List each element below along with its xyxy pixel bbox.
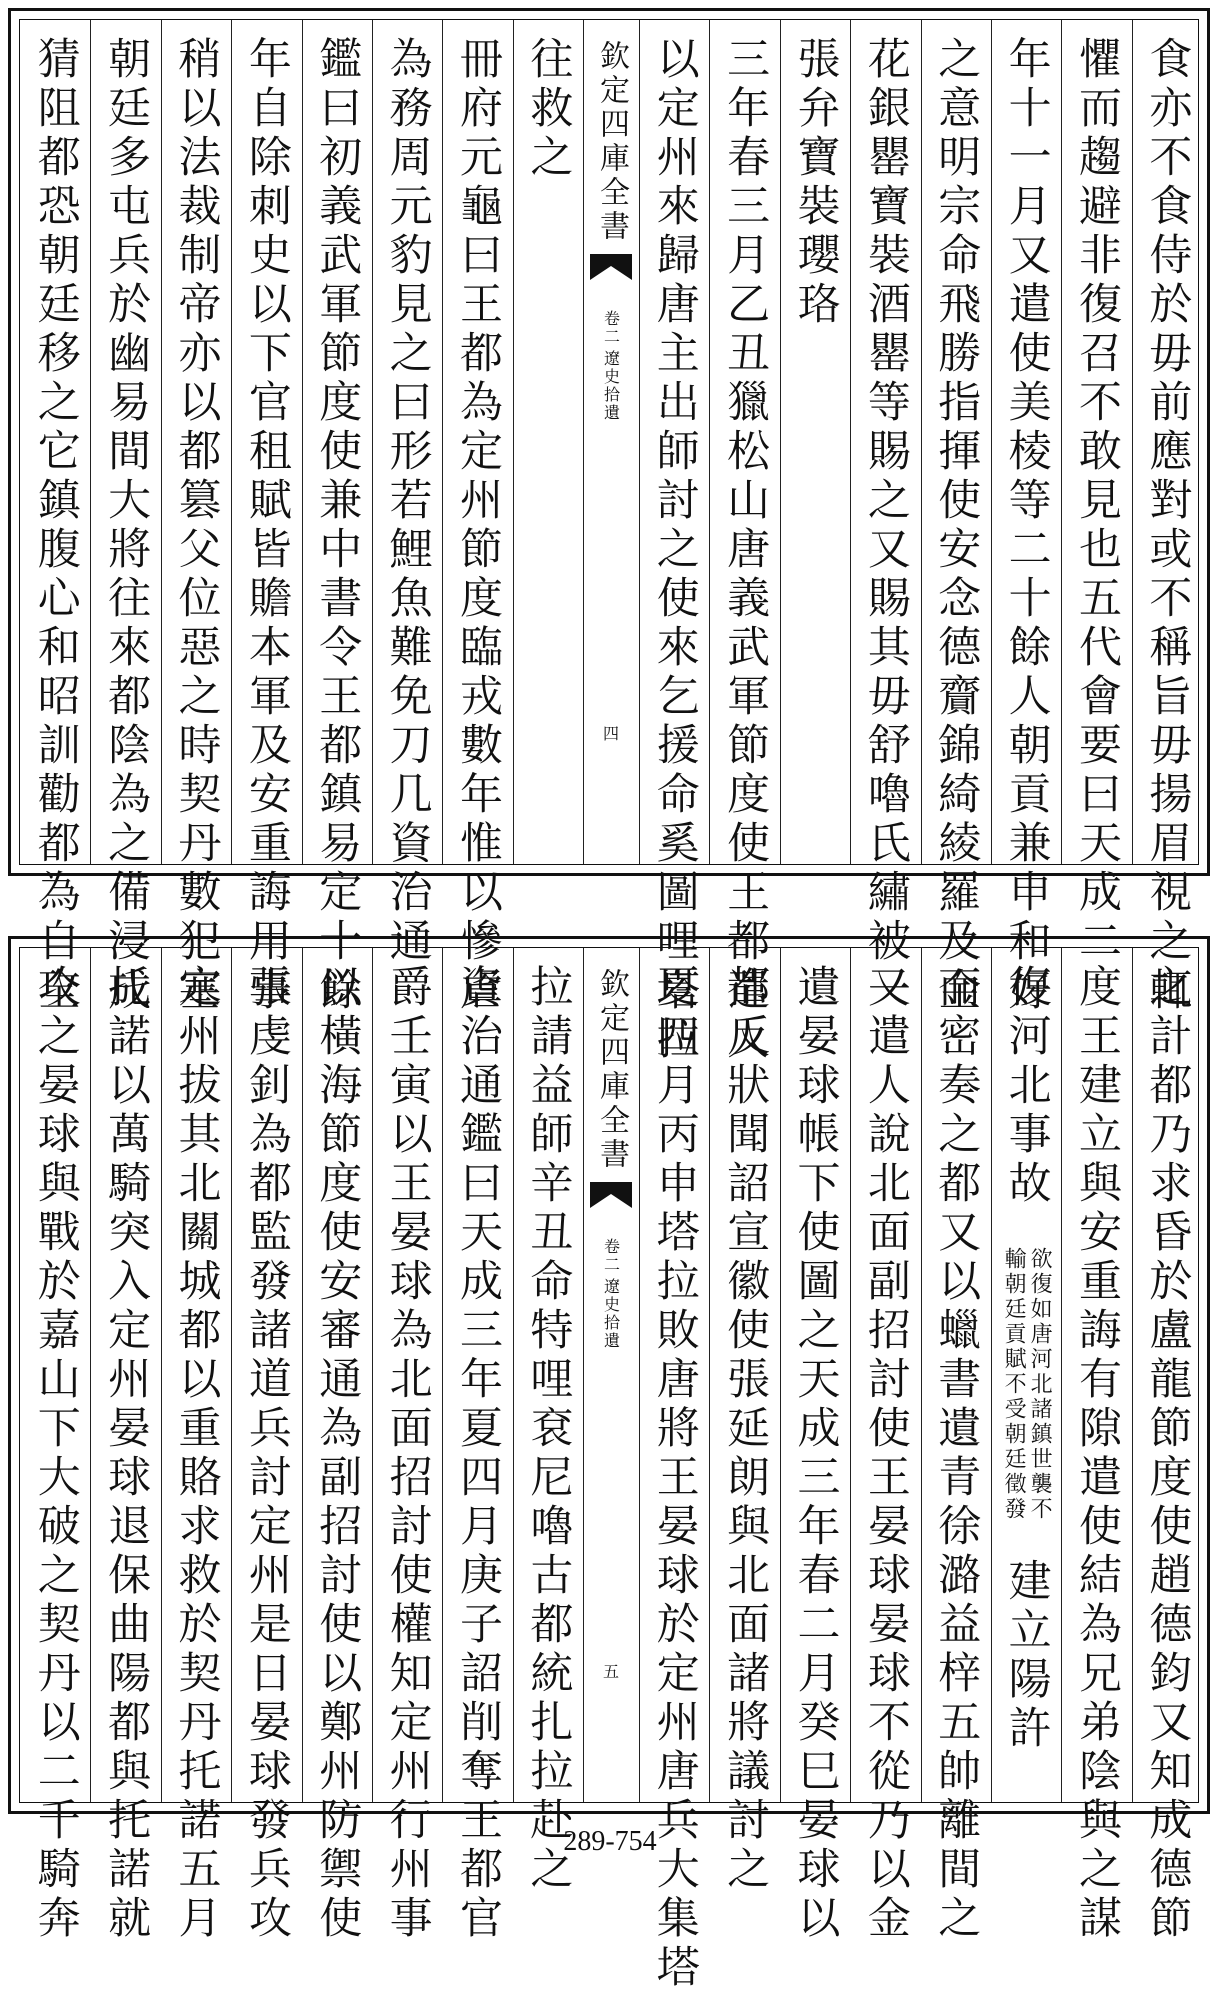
text-column xyxy=(991,36,1061,1016)
text-column xyxy=(372,36,442,967)
text-column xyxy=(1061,36,1131,967)
text-segment: 猜阻都恐朝廷移之它鎮腹心和昭訓勸都為自全 xyxy=(30,36,81,1016)
text-segment: 而密奏之都又以蠟書遺青徐潞益梓五帥離間之 xyxy=(931,964,982,1944)
book-name: 遼史拾遺 卷二 xyxy=(601,310,621,422)
text-column xyxy=(513,964,583,1895)
text-segment: 三年春三月乙丑獵松山唐義武軍節度使王都遣人 xyxy=(720,36,771,1065)
column-rule xyxy=(1061,20,1062,864)
text-column xyxy=(780,964,850,1944)
fishtail-mark-icon xyxy=(590,254,632,280)
text-segment: 冊府元龜曰王都為定州節度臨戎數年惟以慘虐 xyxy=(452,36,503,1016)
text-column xyxy=(1132,36,1202,1016)
fishtail-mark-icon xyxy=(590,1182,632,1208)
text-column xyxy=(709,964,779,1895)
leaf-number: 五 xyxy=(602,1662,619,1681)
text-column xyxy=(850,964,920,1944)
text-column xyxy=(442,36,512,1016)
text-segment: 資治通鑑曰天成三年夏四月庚子詔削奪王都官 xyxy=(452,964,503,1944)
text-column xyxy=(231,36,301,1016)
text-segment: 往救之 xyxy=(523,36,574,183)
text-column xyxy=(780,36,850,848)
text-segment: 都反狀聞詔宣徽使張延朗與北面諸將議討之 xyxy=(720,964,771,1895)
text-column xyxy=(639,964,709,1993)
column-rule xyxy=(372,948,373,1802)
text-segment: 又遣人說北面副招討使王晏球晏球不從乃以金 xyxy=(860,964,911,1944)
text-segment: 之計都乃求昏於盧龍節度使趙德鈞又知成德節 xyxy=(1142,964,1193,1944)
column-rule xyxy=(161,20,162,864)
column-rule xyxy=(442,948,443,1802)
text-column xyxy=(513,36,583,848)
book-title: 欽定四庫全書 xyxy=(594,968,629,1172)
annotation-note: 欲復如唐河北諸鎮世襲不 輸朝廷貢賦不受朝廷徵發 xyxy=(1001,1247,1053,1522)
text-segment: 遺晏球帳下使圖之天成三年春二月癸巳晏球以 xyxy=(790,964,841,1944)
text-segment: 托諾以萬騎突入定州晏球退保曲陽都與托諾就 xyxy=(101,964,152,1944)
text-segment: 朝廷多屯兵於幽易間大將往來都陰為之備浸成 xyxy=(101,36,152,1016)
column-rule xyxy=(850,948,851,1802)
text-column xyxy=(20,964,90,1944)
column-rule xyxy=(442,20,443,864)
column-rule xyxy=(850,20,851,864)
column-rule xyxy=(90,948,91,1802)
text-segment: 定州拔其北關城都以重賂求救於契丹托諾五月 xyxy=(171,964,222,1944)
text-column xyxy=(709,36,779,1065)
fold-center-strip xyxy=(583,948,639,1802)
column-rule xyxy=(372,20,373,864)
text-segment: 資治通 xyxy=(382,820,433,967)
text-segment: 夏四月丙申塔拉敗唐將王晏球於定州唐兵大集塔 xyxy=(649,964,700,1993)
text-segment: 年自除刺史以下官租賦皆贍本軍及安重誨用事 xyxy=(241,36,292,1016)
text-column xyxy=(372,964,442,1944)
column-rule xyxy=(921,948,922,1802)
column-rule xyxy=(991,948,992,1802)
leaf-number: 四 xyxy=(602,724,619,743)
page-number-footer: 289-754 xyxy=(563,1826,657,1857)
text-segment: 張虔釗為都監發諸道兵討定州是日晏球發兵攻 xyxy=(241,964,292,1944)
text-column xyxy=(20,36,90,1016)
column-rule xyxy=(231,948,232,1802)
column-rule xyxy=(302,20,303,864)
column-rule xyxy=(161,948,162,1802)
column-rule xyxy=(1061,948,1062,1802)
text-column xyxy=(90,36,160,1016)
text-column xyxy=(991,964,1061,1786)
text-column xyxy=(302,964,372,1944)
text-segment: 度王建立與安重誨有隙遣使結為兄弟陰與之謀 xyxy=(1071,964,1122,1944)
column-rule xyxy=(639,948,640,1802)
column-rule xyxy=(709,948,710,1802)
column-rule xyxy=(780,20,781,864)
text-segment: 拉請益師辛丑命特哩袞尼嚕古都統扎拉赴之 xyxy=(523,964,574,1895)
text-segment: 鑑曰初義武軍節度使兼中書令王都鎮易定十餘 xyxy=(312,36,363,1016)
book-name: 遼史拾遺 卷二 xyxy=(601,1238,621,1350)
text-segment: 花銀罌寶裝酒罌等賜之又賜其毋舒嚕氏繡被一 xyxy=(860,36,911,1016)
text-segment: 為務周元豹見之曰形若鯉魚難免刀几 xyxy=(382,36,433,820)
text-column xyxy=(231,964,301,1944)
text-column xyxy=(639,36,709,1065)
page-top-frame xyxy=(19,19,1199,1065)
text-segment: 爵壬寅以王晏球為北面招討使權知定州行州事 xyxy=(382,964,433,1944)
text-segment: 稍以法裁制帝亦以都篡父位惡之時契丹數犯塞 xyxy=(171,36,222,1016)
text-column xyxy=(921,964,991,1944)
text-column xyxy=(161,964,231,1944)
text-column xyxy=(921,36,991,1016)
column-rule xyxy=(639,20,640,864)
column-rule xyxy=(1132,20,1133,864)
column-rule xyxy=(513,20,514,864)
column-rule xyxy=(513,948,514,1802)
column-rule xyxy=(302,948,303,1802)
text-segment: 張弁寶裝瓔珞 xyxy=(790,36,841,330)
text-column xyxy=(850,36,920,1016)
column-rule xyxy=(231,20,232,864)
column-rule xyxy=(1132,948,1133,1802)
text-column xyxy=(1132,964,1202,1944)
text-column xyxy=(1061,964,1131,1944)
text-segment: 建立陽許 xyxy=(1001,1558,1052,1754)
text-segment: 以橫海節度使安審通為副招討使以鄭州防禦使 xyxy=(312,964,363,1944)
text-segment: 攻之晏球與戰於嘉山下大破之契丹以二千騎奔 xyxy=(30,964,81,1944)
text-segment: 復河北事故 xyxy=(1001,964,1052,1209)
text-segment: 食亦不食侍於毋前應對或不稱旨毋揚眉視之輒 xyxy=(1142,36,1193,1016)
column-rule xyxy=(709,20,710,864)
text-column xyxy=(90,964,160,1944)
text-segment: 年十一月又遣使美棱等二十餘人朝貢兼申和好 xyxy=(1001,36,1052,1016)
text-segment: 懼而趨避非復召不敢見也 xyxy=(1071,36,1122,575)
text-segment: 五代會要曰天成二 xyxy=(1071,575,1122,967)
column-rule xyxy=(90,20,91,864)
fold-center-strip xyxy=(583,20,639,864)
text-column xyxy=(161,36,231,1016)
column-rule xyxy=(780,948,781,1802)
page-top xyxy=(8,8,1210,1065)
column-rule xyxy=(991,20,992,864)
column-rule xyxy=(921,20,922,864)
book-title: 欽定四庫全書 xyxy=(594,40,629,244)
text-segment: 之意明宗命飛勝指揮使安念德齎錦綺綾羅及金 xyxy=(931,36,982,1016)
text-column xyxy=(442,964,512,1944)
text-column xyxy=(302,36,372,1016)
text-segment: 以定州來歸唐主出師討之使來乞援命奚圖哩塔拉 xyxy=(649,36,700,1065)
